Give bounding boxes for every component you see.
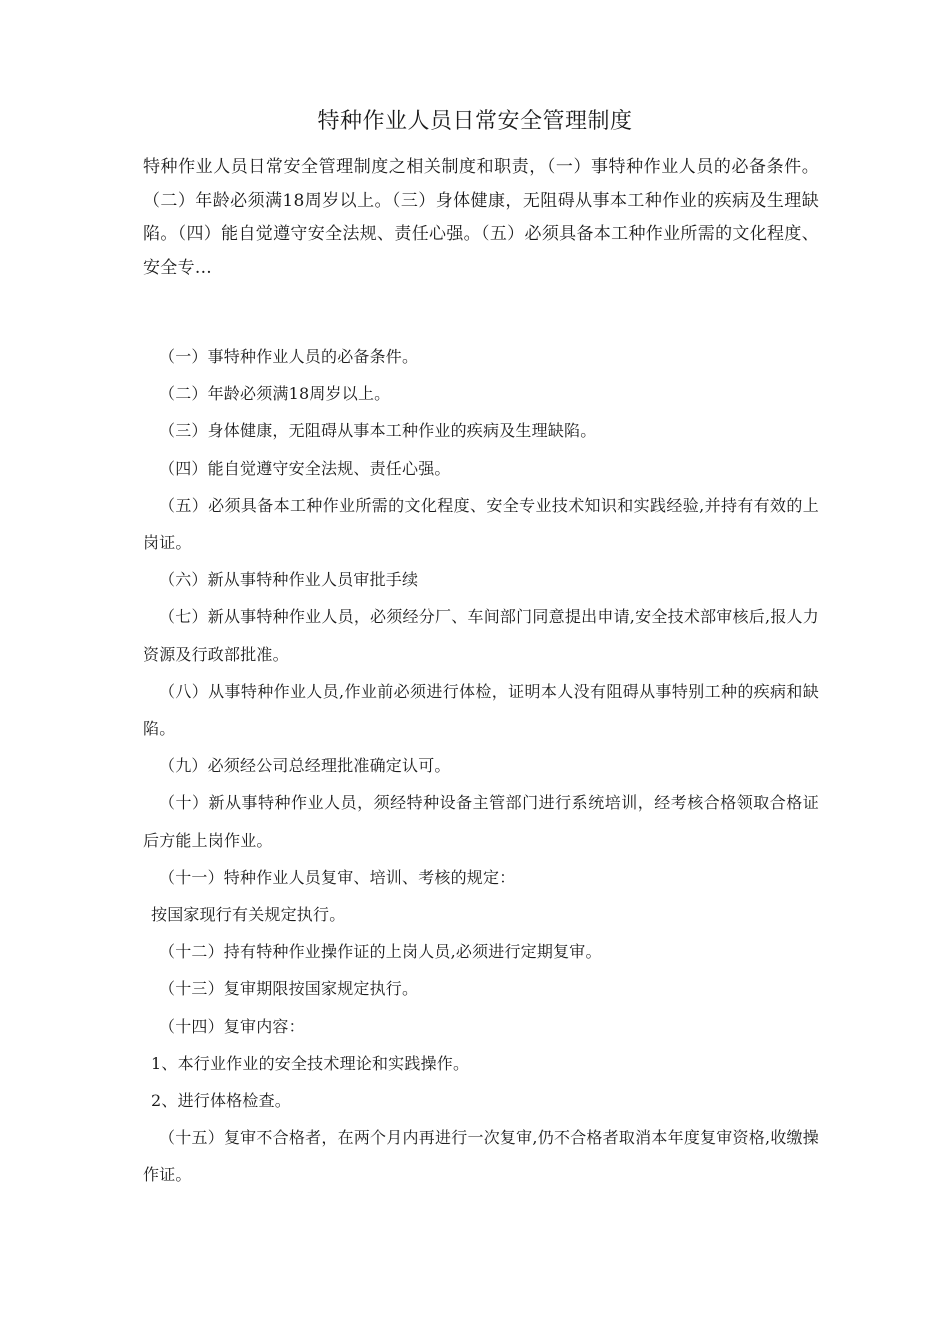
regulation-item-7: （七）新从事特种作业人员，必须经分厂、车间部门同意提出申请,安全技术部审核后,报人力资源及行政部批准。 [143, 607, 819, 664]
regulation-item-1: （一）事特种作业人员的必备条件。 [159, 347, 419, 366]
regulation-item-2: （二）年龄必须满18周岁以上。 [159, 384, 391, 404]
regulation-item-13: （十三）复审期限按国家规定执行。 [159, 979, 419, 999]
review-content-2: 2、进行体格检查。 [151, 1091, 291, 1111]
regulation-item-8: （八）从事特种作业人员,作业前必须进行体检，证明本人没有阻碍从事特别工种的疾病和缺陷。 [143, 681, 819, 739]
regulation-item-11: （十一）特种作业人员复审、培训、考核的规定： [159, 867, 516, 887]
document-intro: 特种作业人员日常安全管理制度之相关制度和职责，（一）事特种作业人员的必备条件。（二）年龄必须满18周岁以上。（三）身体健康，无阻碍从事本工种作业的疾病及生理缺陷。（四）能自觉遵守安全法规、责任心强。（五）必须具备本工种作业所需的文化程度、安全专... [143, 157, 819, 278]
regulation-item-10: （十）新从事特种作业人员，须经特种设备主管部门进行系统培训，经考核合格领取合格证后方能上岗作业。 [143, 793, 819, 850]
regulation-item-3: （三）身体健康，无阻碍从事本工种作业的疾病及生理缺陷。 [159, 421, 597, 441]
regulation-item-15: （十五）复审不合格者，在两个月内再进行一次复审,仍不合格者取消本年度复审资格,收缴操作证。 [143, 1128, 819, 1185]
regulation-item-4: （四）能自觉遵守安全法规、责任心强。 [159, 458, 451, 478]
regulation-item-9: （九）必须经公司总经理批准确定认可。 [159, 756, 451, 776]
regulation-item-14: （十四）复审内容： [159, 1016, 305, 1036]
regulation-item-5: （五）必须具备本工种作业所需的文化程度、安全专业技术知识和实践经验,并持有有效的上岗证。 [143, 495, 819, 553]
document-title: 特种作业人员日常安全管理制度 [317, 109, 633, 134]
regulation-item-11-detail: 按国家现行有关规定执行。 [151, 905, 346, 925]
regulation-list [143, 338, 819, 1194]
regulation-item-12: （十二）持有特种作业操作证的上岗人员,必须进行定期复审。 [159, 942, 602, 962]
review-content-1: 1、本行业作业的安全技术理论和实践操作。 [151, 1053, 470, 1073]
regulation-item-6: （六）新从事特种作业人员审批手续 [159, 570, 419, 590]
